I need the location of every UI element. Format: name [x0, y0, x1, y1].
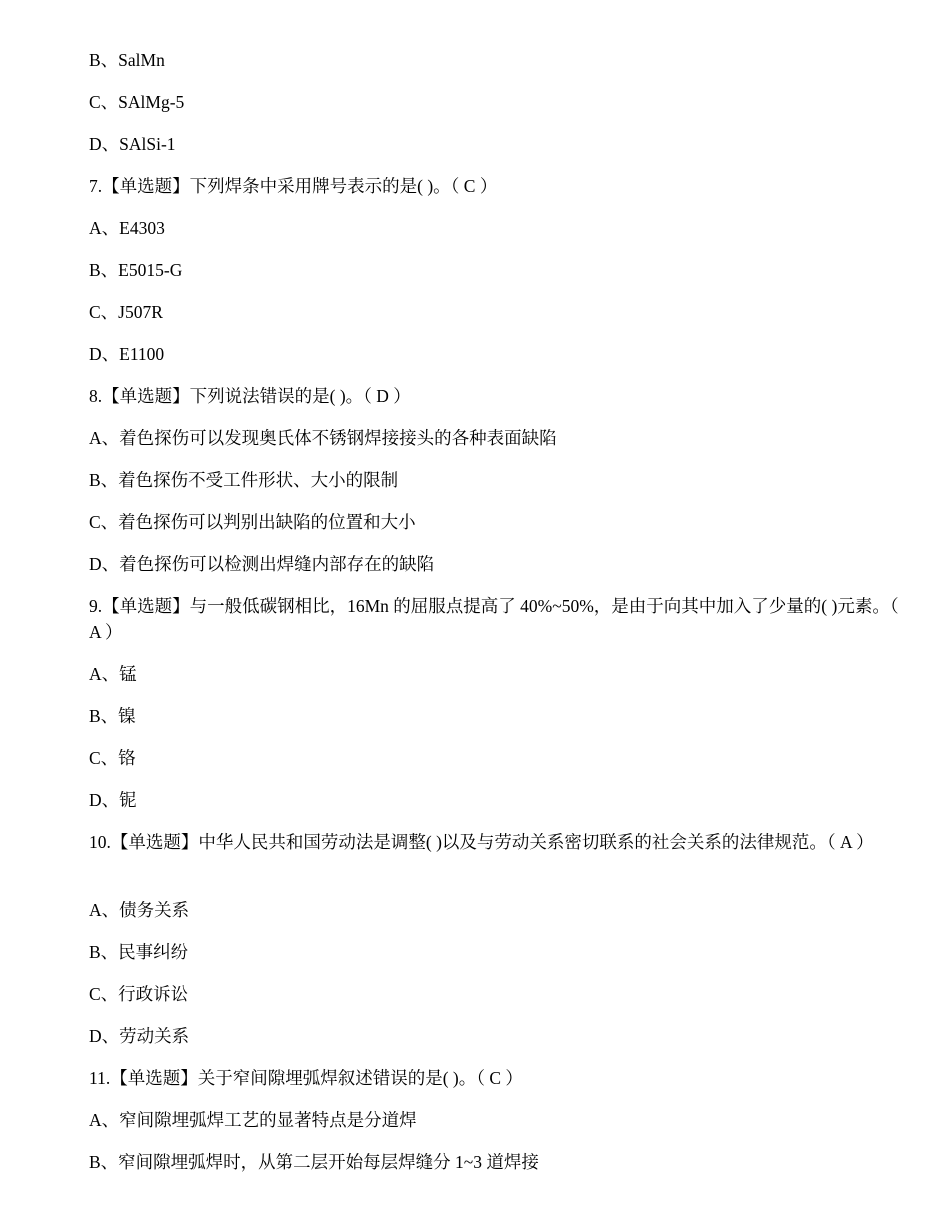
answer-option: C、着色探伤可以判别出缺陷的位置和大小 — [89, 512, 416, 532]
answer-option: A、E4303 — [89, 218, 165, 238]
answer-option: A、窄间隙埋弧焊工艺的显著特点是分道焊 — [89, 1110, 417, 1130]
answer-option: B、民事纠纷 — [89, 942, 189, 962]
answer-option: D、SAlSi-1 — [89, 134, 176, 154]
answer-option: A、着色探伤可以发现奥氏体不锈钢焊接接头的各种表面缺陷 — [89, 428, 557, 448]
answer-option: C、行政诉讼 — [89, 984, 189, 1004]
question-stem: 8.【单选题】下列说法错误的是( )。（ D ） — [89, 386, 411, 406]
answer-option: B、着色探伤不受工件形状、大小的限制 — [89, 470, 399, 490]
answer-option: B、E5015-G — [89, 260, 183, 280]
answer-option: C、J507R — [89, 302, 163, 322]
question-stem: 7.【单选题】下列焊条中采用牌号表示的是( )。（ C ） — [89, 176, 498, 196]
answer-option: D、E1100 — [89, 344, 165, 364]
answer-option: D、铌 — [89, 790, 137, 810]
question-stem: 10.【单选题】中华人民共和国劳动法是调整( )以及与劳动关系密切联系的社会关系的法律规范。（ A ） — [89, 832, 874, 852]
answer-option: D、劳动关系 — [89, 1026, 190, 1046]
answer-option: D、着色探伤可以检测出焊缝内部存在的缺陷 — [89, 554, 435, 574]
answer-option: A、锰 — [89, 664, 137, 684]
question-stem: 11.【单选题】关于窄间隙埋弧焊叙述错误的是( )。（ C ） — [89, 1068, 523, 1088]
document-page — [89, 0, 904, 1191]
answer-option: C、铬 — [89, 748, 136, 768]
answer-option: C、SAlMg-5 — [89, 92, 185, 112]
top-margin — [89, 0, 904, 47]
answer-option: B、SalMn — [89, 50, 165, 70]
answer-option: B、窄间隙埋弧焊时，从第二层开始每层焊缝分 1~3 道焊接 — [89, 1152, 539, 1172]
question-list — [89, 47, 904, 1191]
question-stem: 9.【单选题】与一般低碳钢相比，16Mn 的屈服点提高了 40%~50%，是由于向其中加入了少量的( )元素。（ A ） — [89, 596, 903, 642]
answer-option: A、债务关系 — [89, 900, 190, 920]
answer-option: B、镍 — [89, 706, 136, 726]
